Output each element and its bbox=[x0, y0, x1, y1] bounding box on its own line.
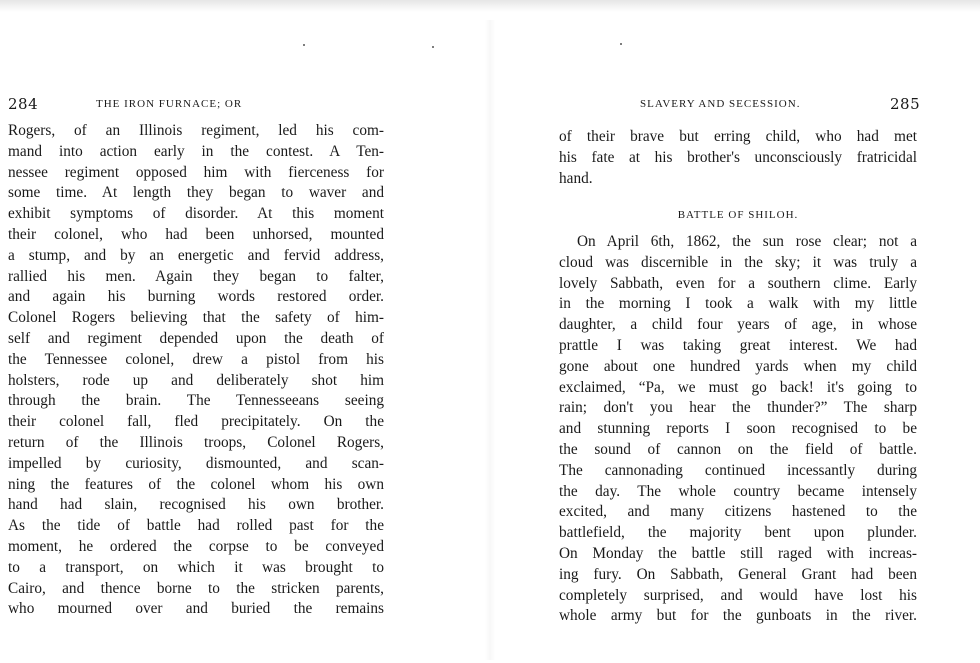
text-line: The cannonading continued incessantly during bbox=[559, 461, 917, 479]
text-line: ning the features of the colonel whom his own bbox=[8, 475, 384, 493]
left-page-body bbox=[8, 121, 384, 620]
text-line: prattle I was taking great interest. We had bbox=[559, 336, 917, 354]
text-line: whole army but for the gunboats in the river. bbox=[559, 607, 917, 625]
text-line: ing fury. On Sabbath, General Grant had been bbox=[559, 565, 917, 583]
text-line: cloud was discernible in the sky; it was truly a bbox=[559, 253, 917, 271]
text-line: through the brain. The Tennesseeans seeing bbox=[8, 392, 384, 410]
left-page-number: 284 bbox=[8, 95, 39, 113]
text-line: impelled by curiosity, dismounted, and scan- bbox=[8, 454, 384, 472]
left-running-head: THE IRON FURNACE; OR bbox=[96, 98, 243, 110]
text-line: self and regiment depended upon the death of bbox=[8, 329, 384, 347]
right-page-continuation bbox=[559, 127, 917, 189]
text-line: and stunning reports I soon recognised to be bbox=[559, 420, 917, 438]
text-line: gone about one hundred yards when my child bbox=[559, 357, 917, 375]
text-line: some time. At length they began to waver and bbox=[8, 184, 384, 202]
text-line: a stump, and by an energetic and fervid address, bbox=[8, 246, 384, 264]
text-line: daughter, a child four years of age, in whose bbox=[559, 316, 917, 334]
text-line: to a transport, on which it was brought to bbox=[8, 558, 384, 576]
right-page bbox=[490, 0, 980, 663]
text-line: of their brave but erring child, who had met bbox=[559, 128, 917, 145]
text-line: On April 6th, 1862, the sun rose clear; not a bbox=[577, 233, 917, 250]
text-line: hand. bbox=[559, 169, 593, 187]
text-line: completely surprised, and would have lost his bbox=[559, 586, 917, 604]
text-line: and again his burning words restored order. bbox=[8, 288, 384, 306]
text-line: their colonel, who had been unhorsed, mounted bbox=[8, 225, 384, 243]
text-line: excited, and many citizens hastened to the bbox=[559, 503, 917, 521]
text-line: the sound of cannon on the field of battle. bbox=[559, 440, 917, 458]
text-line: rallied his men. Again they began to falter, bbox=[8, 267, 384, 285]
text-line: nessee regiment opposed him with fierceness for bbox=[8, 163, 384, 181]
text-line: Cairo, and thence borne to the stricken parents, bbox=[8, 579, 384, 597]
text-line: their colonel fall, fled precipitately. On the bbox=[8, 413, 384, 431]
text-line: battlefield, the majority bent upon plunder. bbox=[559, 524, 917, 542]
text-line: holsters, rode up and deliberately shot him bbox=[8, 371, 384, 389]
text-line: On Monday the battle still raged with increas- bbox=[559, 544, 917, 562]
section-heading: BATTLE OF SHILOH. bbox=[677, 209, 799, 221]
text-line: who mourned over and buried the remains bbox=[8, 600, 384, 618]
text-line: lovely Sabbath, even for a southern clime. Early bbox=[559, 274, 917, 292]
text-line: exhibit symptoms of disorder. At this moment bbox=[8, 205, 384, 223]
text-line: in the morning I took a walk with my little bbox=[559, 295, 917, 313]
text-line: hand had slain, recognised his own brother. bbox=[8, 496, 384, 514]
text-line: return of the Illinois troops, Colonel Rogers, bbox=[8, 433, 384, 451]
text-line: mand into action early in the contest. A Ten- bbox=[8, 142, 384, 160]
right-page-body bbox=[559, 232, 917, 627]
text-line: the Tennessee colonel, drew a pistol from his bbox=[8, 350, 384, 368]
text-line: the day. The whole country became intensely bbox=[559, 482, 917, 500]
text-line: Colonel Rogers believing that the safety of him- bbox=[8, 309, 384, 327]
text-line: rain; don't you hear the thunder?” The sharp bbox=[559, 399, 917, 417]
right-running-head: SLAVERY AND SECESSION. bbox=[640, 98, 801, 110]
text-line: his fate at his brother's unconsciously fratricidal bbox=[559, 148, 917, 166]
text-line: As the tide of battle had rolled past for the bbox=[8, 517, 384, 535]
text-line: exclaimed, “Pa, we must go back! it's going to bbox=[559, 378, 917, 396]
right-page-number: 285 bbox=[890, 95, 921, 113]
text-line: Rogers, of an Illinois regiment, led his com- bbox=[8, 122, 384, 139]
text-line: moment, he ordered the corpse to be conveyed bbox=[8, 537, 384, 555]
